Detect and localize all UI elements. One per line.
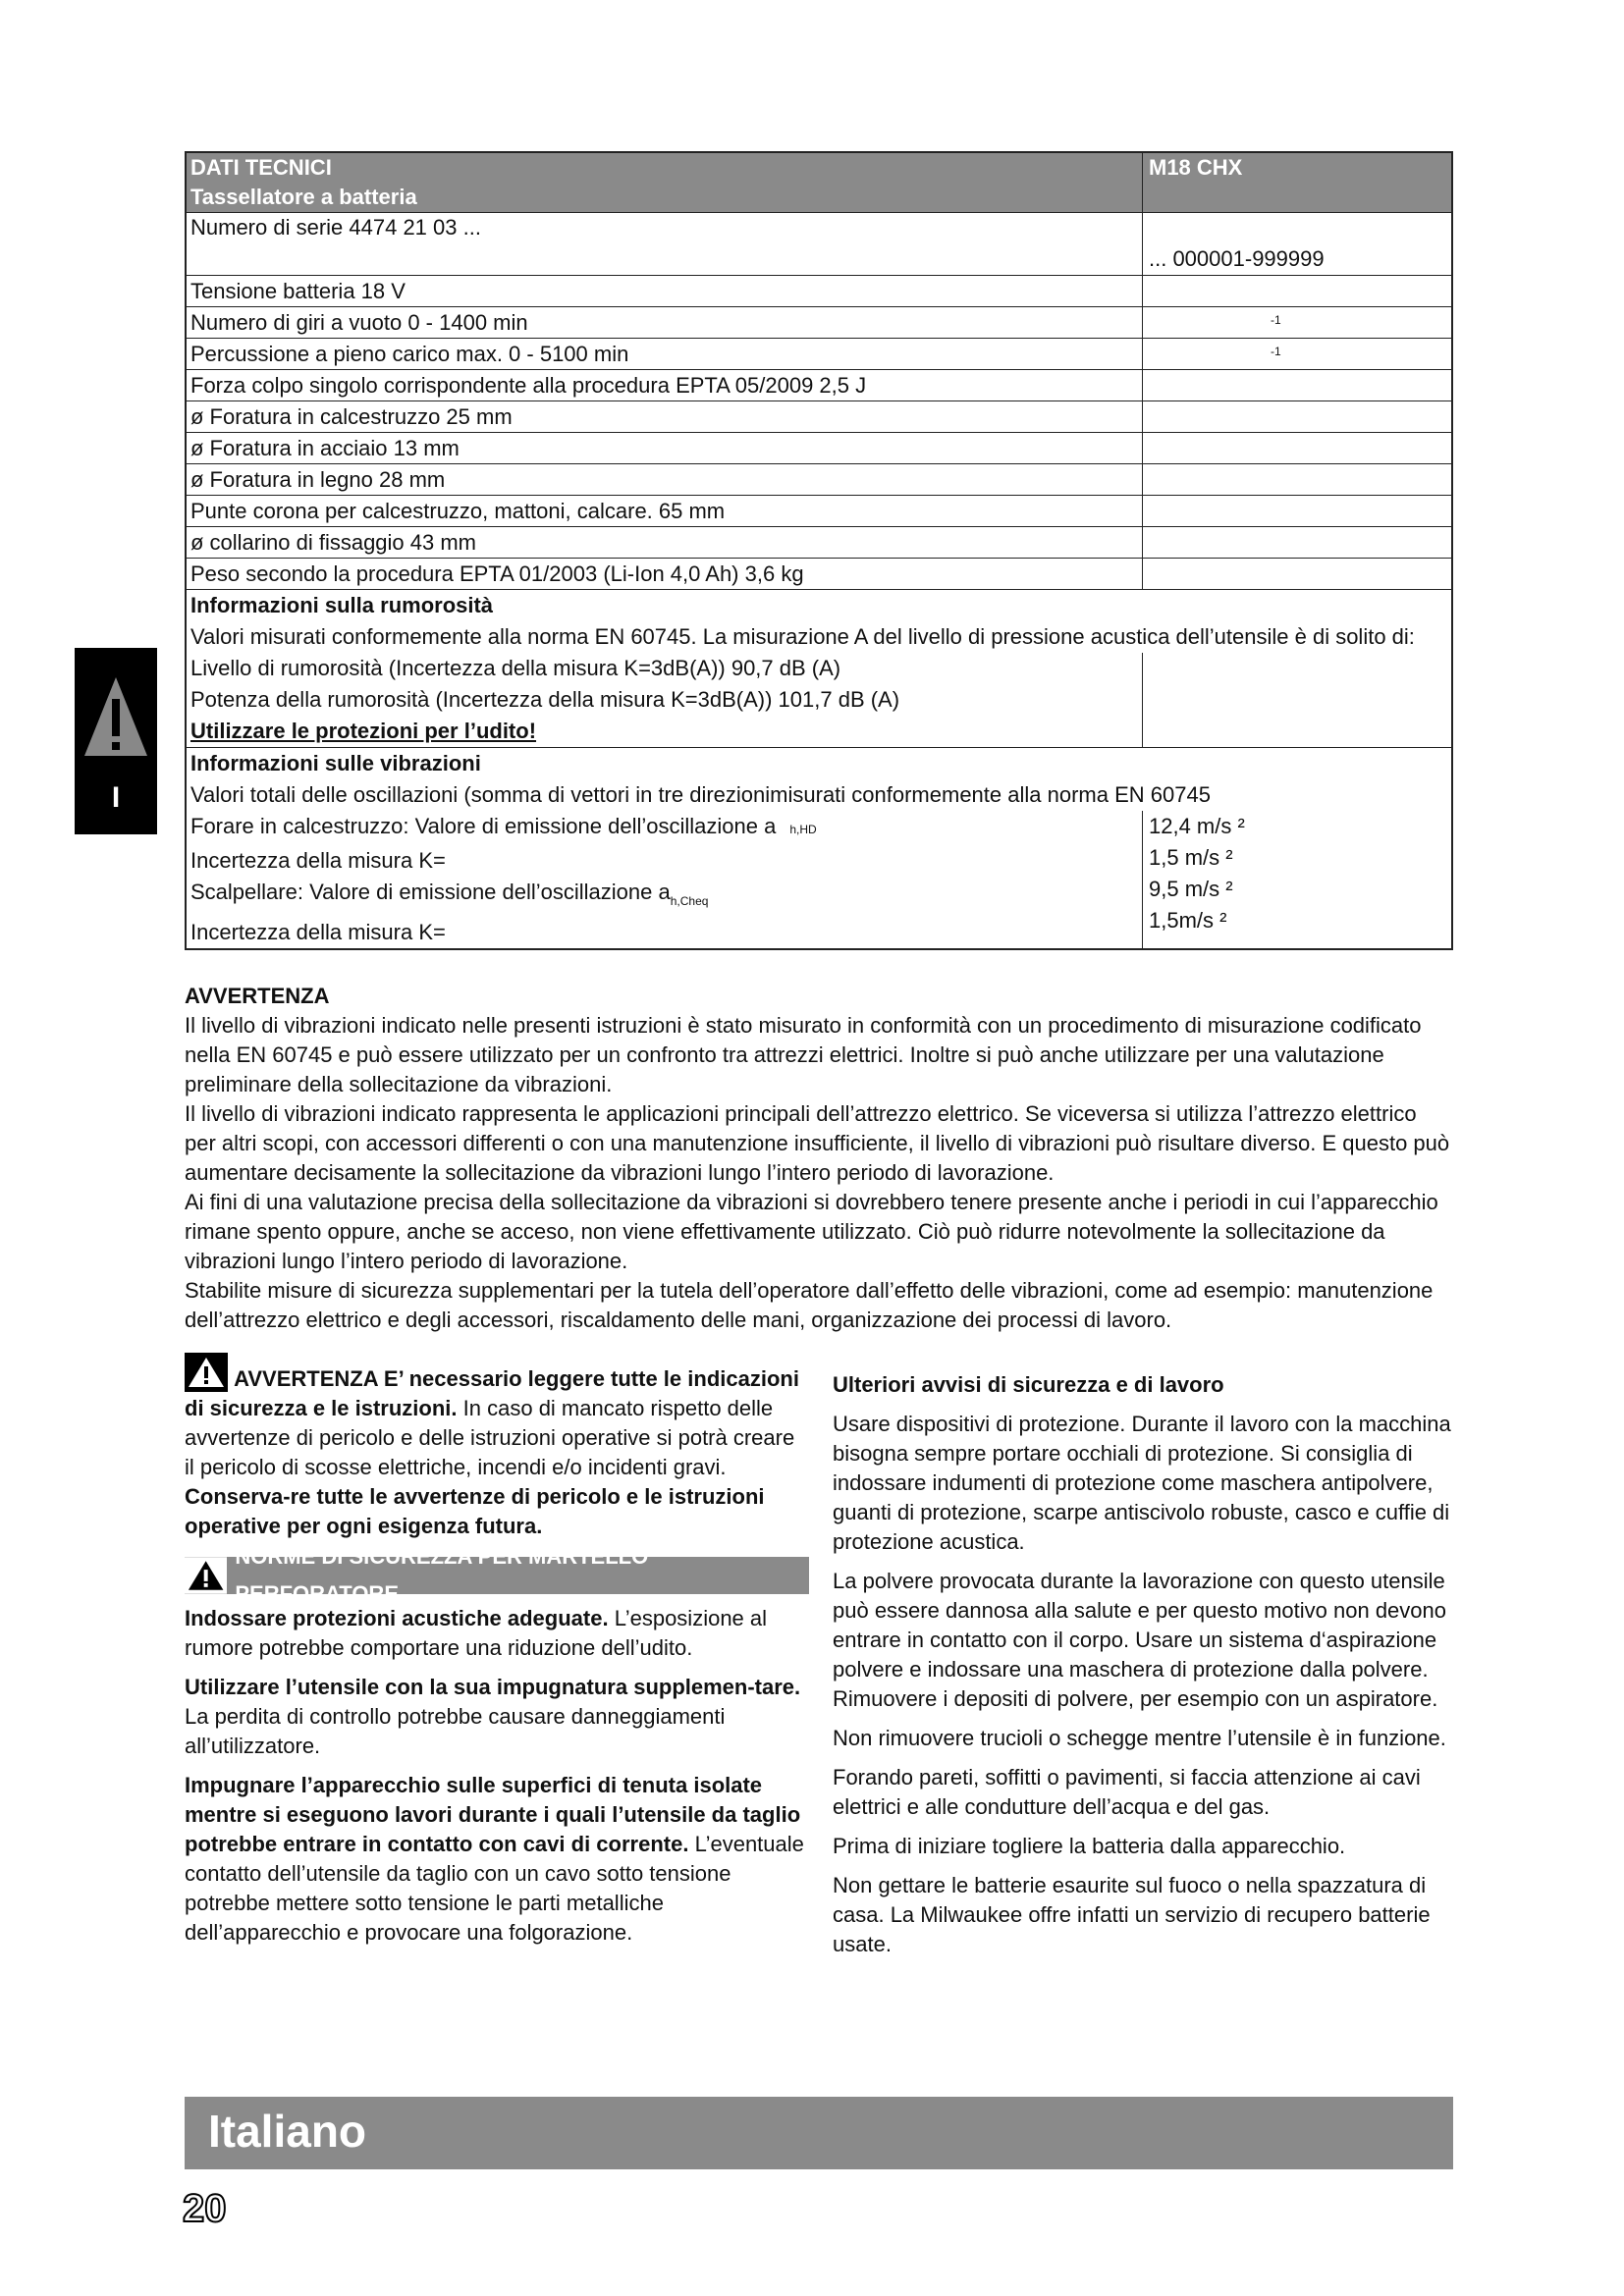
warning-triangle-icon bbox=[185, 1557, 227, 1594]
left-column bbox=[185, 1353, 809, 1957]
row-sup: -1 bbox=[1271, 345, 1281, 358]
vibration-section bbox=[187, 748, 1451, 948]
table-row bbox=[187, 433, 1451, 464]
tech-data-table bbox=[185, 151, 1453, 950]
warning-paragraph-1: Il livello di vibrazioni indicato nelle presenti istruzioni è stato misurato in conformità con un procedimento di misurazione codificato nella EN 60745 e può essere utilizzato per un confronto tra attrezzi elettrici. Inoltre si può anche utilizzare per una valutazione preliminare della sollecitazione da vibrazioni. bbox=[185, 1013, 1422, 1096]
vibration-sub-1: h,HD bbox=[789, 823, 817, 836]
rule-3-bold: Impugnare l’apparecchio sulle superfici di tenuta isolate mentre si eseguono lavori durante i quali l’utensile da taglio potrebbe entrare in contatto con cavi di corrente. bbox=[185, 1773, 801, 1856]
rule-2-bold: Utilizzare l’utensile con la sua impugnatura supplemen-tare. bbox=[185, 1675, 801, 1699]
vibration-value-1: 12,4 m/s ² bbox=[1149, 814, 1245, 838]
warning-title: AVVERTENZA bbox=[185, 984, 330, 1008]
table-row bbox=[187, 559, 1451, 590]
vibration-row-3: Scalpellare: Valore di emissione dell’oscillazione a bbox=[190, 880, 671, 904]
vibration-row-2: Incertezza della misura K= bbox=[190, 848, 446, 873]
page-number-text: 20 bbox=[183, 2187, 227, 2230]
section-bar-title: NORME DI SICUREZZA PER MARTELLO PERFORATORE bbox=[235, 1544, 649, 1606]
table-header bbox=[187, 153, 1451, 213]
row-label: ø collarino di fissaggio 43 mm bbox=[187, 527, 1143, 558]
safety-warning-bold: AVVERTENZA E’ necessario leggere tutte le indicazioni di sicurezza e le istruzioni. bbox=[185, 1366, 799, 1420]
right-paragraph-5: Prima di iniziare togliere la batteria dalla apparecchio. bbox=[833, 1834, 1346, 1858]
noise-line-1: Livello di rumorosità (Incertezza della misura K=3dB(A)) 90,7 dB (A) bbox=[190, 656, 841, 680]
section-bar-hammer-safety bbox=[185, 1544, 809, 1606]
row-label: ø Foratura in legno 28 mm bbox=[187, 464, 1143, 495]
noise-line-2: Potenza della rumorosità (Incertezza della misura K=3dB(A)) 101,7 dB (A) bbox=[190, 687, 900, 712]
vibration-value-2: 1,5 m/s ² bbox=[1149, 845, 1233, 870]
vibration-warning-block bbox=[185, 982, 1453, 1335]
rule-2-text: La perdita di controllo potrebbe causare danneggiamenti all’utilizzatore. bbox=[185, 1704, 726, 1758]
table-row bbox=[187, 213, 1451, 276]
row-value: ... 000001-999999 bbox=[1149, 246, 1325, 271]
table-title: DATI TECNICI bbox=[190, 155, 332, 180]
table-row bbox=[187, 370, 1451, 401]
warning-paragraph-2: Il livello di vibrazioni indicato rappresenta le applicazioni principali dell’attrezzo elettrico. Se viceversa si utilizza l’attrezzo elettrico per altri scopi, con accessori differenti o con una manutenzione insufficiente, il livello di vibrazioni può risultare diverso. E questo può aumentare decisamente la sollecitazione da vibrazioni lungo l’intero periodo di lavorazione. bbox=[185, 1101, 1450, 1185]
language-footer-bar bbox=[185, 2097, 1453, 2169]
right-column-title: Ulteriori avvisi di sicurezza e di lavoro bbox=[833, 1372, 1224, 1397]
side-tab-letter: I bbox=[111, 781, 121, 814]
row-label: Punte corona per calcestruzzo, mattoni, calcare. 65 mm bbox=[187, 496, 1143, 526]
warning-triangle-icon bbox=[185, 1353, 228, 1392]
right-paragraph-4: Forando pareti, soffitti o pavimenti, si faccia attenzione ai cavi elettrici e alle condutture dell’acqua e del gas. bbox=[833, 1765, 1421, 1819]
row-label: Numero di giri a vuoto 0 - 1400 min bbox=[187, 307, 1143, 338]
rule-1-text: L’esposizione al rumore potrebbe comportare una riduzione dell’udito. bbox=[185, 1606, 768, 1660]
table-model: M18 CHX bbox=[1143, 153, 1451, 212]
vibration-sub-3: h,Cheq bbox=[670, 894, 709, 908]
right-paragraph-1: Usare dispositivi di protezione. Durante il lavoro con la macchina bisogna sempre portare occhiali di protezione. Si consiglia di indossare indumenti di protezione come maschera antipolvere, guanti di protezione, scarpe antiscivolo robuste, casco e cuffie di protezione acustica. bbox=[833, 1412, 1451, 1554]
vibration-title: Informazioni sulle vibrazioni bbox=[190, 751, 481, 775]
row-sup: -1 bbox=[1271, 313, 1281, 327]
row-label: ø Foratura in calcestruzzo 25 mm bbox=[187, 401, 1143, 432]
table-row bbox=[187, 307, 1451, 339]
right-paragraph-6: Non gettare le batterie esaurite sul fuoco o nella spazzatura di casa. La Milwaukee offre infatti un servizio di recupero batterie usate. bbox=[833, 1873, 1431, 1956]
table-row bbox=[187, 276, 1451, 307]
noise-section bbox=[187, 590, 1451, 748]
noise-intro: Valori misurati conformemente alla norma EN 60745. La misurazione A del livello di pressione acustica dell’utensile è di solito di: bbox=[190, 624, 1415, 649]
row-label: ø Foratura in acciaio 13 mm bbox=[187, 433, 1143, 463]
safety-warning-text: In caso di mancato rispetto delle avvertenze di pericolo e delle istruzioni operative si potrà creare il pericolo di scosse elettriche, incendi e/o incidenti gravi. bbox=[185, 1396, 795, 1479]
table-subtitle: Tassellatore a batteria bbox=[190, 185, 417, 209]
row-label: Numero di serie 4474 21 03 ... bbox=[187, 213, 1143, 275]
safety-warning-bold-2: Conserva-re tutte le avvertenze di pericolo e le istruzioni operative per ogni esigenza futura. bbox=[185, 1484, 765, 1538]
language-label: Italiano bbox=[208, 2106, 367, 2157]
right-paragraph-2: La polvere provocata durante la lavorazione con questo utensile può essere dannosa alla salute e per questo motivo non devono entrare in contatto con il corpo. Usare un sistema d‘aspirazione polvere e indossare una maschera di protezione dalla polvere. Rimuovere i depositi di polvere, per esempio con un aspiratore. bbox=[833, 1569, 1446, 1711]
row-label: Percussione a pieno carico max. 0 - 5100 min bbox=[187, 339, 1143, 369]
vibration-row-4: Incertezza della misura K= bbox=[190, 920, 446, 944]
table-row bbox=[187, 339, 1451, 370]
page-number bbox=[183, 2185, 242, 2232]
right-column bbox=[833, 1370, 1453, 1969]
vibration-intro: Valori totali delle oscillazioni (somma di vettori in tre direzionimisurati conformemente alla norma EN 60745 bbox=[190, 782, 1211, 807]
rule-1-bold: Indossare protezioni acustiche adeguate. bbox=[185, 1606, 609, 1630]
table-row bbox=[187, 464, 1451, 496]
vibration-value-3: 9,5 m/s ² bbox=[1149, 877, 1233, 901]
side-warning-tab bbox=[75, 648, 157, 834]
vibration-value-4: 1,5m/s ² bbox=[1149, 908, 1227, 933]
noise-warning: Utilizzare le protezioni per l’udito! bbox=[190, 719, 537, 743]
vibration-row-1: Forare in calcestruzzo: Valore di emissione dell’oscillazione a bbox=[190, 814, 777, 838]
table-row bbox=[187, 401, 1451, 433]
table-row bbox=[187, 496, 1451, 527]
warning-paragraph-4: Stabilite misure di sicurezza supplementari per la tutela dell’operatore dall’effetto delle vibrazioni, come ad esempio: manutenzione dell’attrezzo elettrico e degli accessori, riscaldamento delle mani, organizzazione dei processi di lavoro. bbox=[185, 1278, 1434, 1332]
rule-3-text: L’eventuale contatto dell’utensile da taglio con un cavo sotto tensione potrebbe mettere sotto tensione le parti metalliche dell’apparecchio e provocare una folgorazione. bbox=[185, 1832, 804, 1945]
table-row bbox=[187, 527, 1451, 559]
noise-title: Informazioni sulla rumorosità bbox=[190, 593, 494, 617]
warning-paragraph-3: Ai fini di una valutazione precisa della sollecitazione da vibrazioni si dovrebbero tenere presente anche i periodi in cui l’apparecchio rimane spento oppure, anche se acceso, non viene effettivamente utilizzato. Ciò può ridurre notevolmente la sollecitazione da vibrazioni lungo l’intero periodo di lavorazione. bbox=[185, 1190, 1438, 1273]
row-label: Tensione batteria 18 V bbox=[187, 276, 1143, 306]
row-label: Peso secondo la procedura EPTA 01/2003 (Li-Ion 4,0 Ah) 3,6 kg bbox=[187, 559, 1143, 589]
row-label: Forza colpo singolo corrispondente alla procedura EPTA 05/2009 2,5 J bbox=[187, 370, 1143, 400]
right-paragraph-3: Non rimuovere trucioli o schegge mentre l’utensile è in funzione. bbox=[833, 1726, 1446, 1750]
